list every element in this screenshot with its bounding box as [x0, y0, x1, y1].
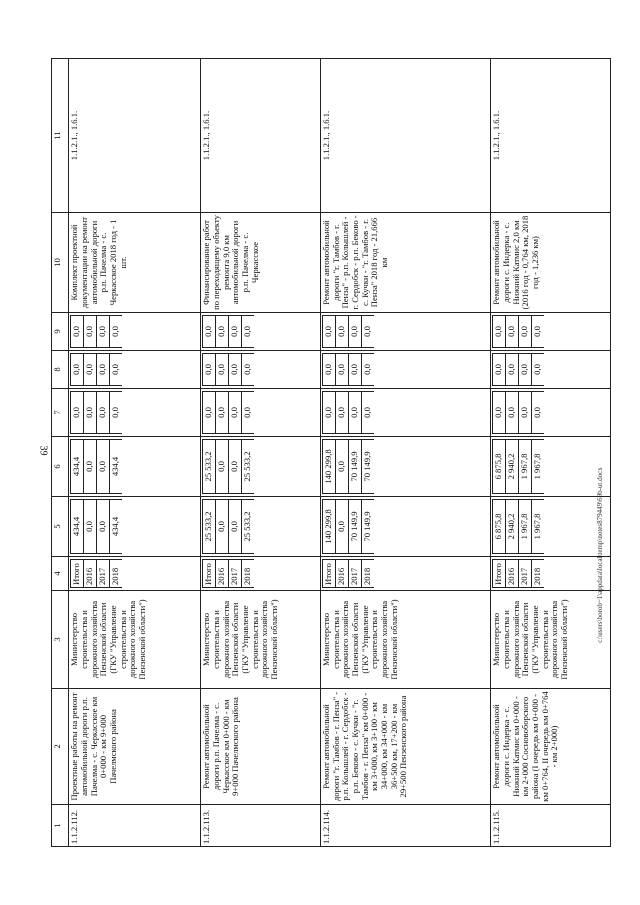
value-cell: 0,0: [84, 500, 97, 554]
header-cell: 1: [52, 805, 69, 847]
row-values-c5: [201, 497, 321, 557]
table-row: [320, 59, 490, 847]
value-cell: 25 533,2: [242, 500, 255, 554]
header-cell: 4: [52, 557, 69, 591]
row-values-c6: [491, 437, 611, 497]
row-values-c8: [69, 351, 201, 389]
row-values-c6: [69, 437, 201, 497]
values-subtable: [492, 353, 544, 386]
value-cell: 0,0: [97, 392, 110, 434]
year-label: 2018: [242, 560, 255, 588]
value-cell: 0,0: [348, 392, 361, 434]
value-cell: 0,0: [506, 316, 519, 348]
row-values-c9: [491, 313, 611, 351]
year-label: 2018: [361, 560, 374, 588]
value-cell: 0,0: [216, 392, 229, 434]
row-values-c9: [201, 313, 321, 351]
value-cell: 0,0: [71, 354, 84, 386]
table-row: [491, 59, 611, 847]
value-cell: 0,0: [348, 316, 361, 348]
value-cell: 0,0: [71, 392, 84, 434]
year-label: 2017: [348, 560, 361, 588]
header-cell: 7: [52, 389, 69, 437]
value-cell: 0,0: [110, 316, 123, 348]
value-cell: 0,0: [348, 354, 361, 386]
value-cell: 0,0: [519, 316, 532, 348]
year-label: Итого: [322, 560, 335, 588]
value-cell: 0,0: [203, 392, 216, 434]
value-cell: 0,0: [532, 354, 545, 386]
value-cell: 0,0: [84, 440, 97, 494]
value-cell: 70 149,9: [361, 500, 374, 554]
value-cell: 70 149,9: [361, 440, 374, 494]
value-cell: 0,0: [97, 440, 110, 494]
values-subtable: [70, 499, 122, 554]
values-subtable: [202, 559, 254, 588]
row-reference-cell: 1.1.2.1., 1.6.1.: [320, 59, 490, 213]
value-cell: 0,0: [97, 354, 110, 386]
footer-file-path: c:\users\borob~1\appdata\local\temp\notes879449\69b-ut.docx: [596, 467, 604, 643]
value-cell: 0,0: [242, 354, 255, 386]
value-cell: 2 940,2: [506, 500, 519, 554]
page-number: 39: [37, 445, 49, 456]
year-label: 2016: [84, 560, 97, 588]
value-cell: 0,0: [335, 354, 348, 386]
row-values-c7: [201, 389, 321, 437]
value-cell: 0,0: [361, 392, 374, 434]
value-cell: 0,0: [519, 354, 532, 386]
row-name-cell: Ремонт автомобильной дороги р.п. Пачелма - с. Черкасское км 0+000 - км 9+000 Пачелмского района: [201, 689, 321, 805]
value-cell: 434,4: [110, 440, 123, 494]
header-cell: 8: [52, 351, 69, 389]
values-subtable: [202, 353, 254, 386]
row-values-years: [201, 557, 321, 591]
row-name-cell: Ремонт автомобильной дороги с. Индерка - с. Нижний Катмис км 0+000 - км 2+000 Сосновоборского района (I очередь км 0+000 - км 0+764, II очередь км 0+764 - км 2+000): [491, 689, 611, 805]
rotated-table-container: [51, 59, 611, 847]
year-label: 2017: [97, 560, 110, 588]
year-label: 2017: [229, 560, 242, 588]
year-label: 2017: [519, 560, 532, 588]
value-cell: 1 967,8: [519, 440, 532, 494]
value-cell: 0,0: [532, 316, 545, 348]
values-subtable: [70, 353, 122, 386]
values-subtable: [70, 439, 122, 494]
value-cell: 0,0: [216, 316, 229, 348]
value-cell: 0,0: [203, 354, 216, 386]
row-id-cell: 1.1.2.113.: [201, 805, 321, 847]
header-cell: 10: [52, 213, 69, 313]
value-cell: 25 533,2: [203, 500, 216, 554]
value-cell: 0,0: [84, 392, 97, 434]
value-cell: 70 149,9: [348, 440, 361, 494]
row-values-c7: [491, 389, 611, 437]
value-cell: 0,0: [229, 440, 242, 494]
table-body: [52, 59, 611, 847]
row-values-years: [69, 557, 201, 591]
value-cell: 0,0: [335, 392, 348, 434]
value-cell: 0,0: [493, 354, 506, 386]
row-values-c9: [69, 313, 201, 351]
row-executor-cell: Министерство строительства и дорожного хозяйства Пензенской области (ГКУ "Управление строительства и дорожного хозяйства Пензенской области"): [69, 591, 201, 689]
row-id-cell: 1.1.2.114.: [320, 805, 490, 847]
row-reference-cell: 1.1.2.1., 1.6.1.: [69, 59, 201, 213]
value-cell: 0,0: [216, 440, 229, 494]
value-cell: 434,4: [110, 500, 123, 554]
value-cell: 0,0: [532, 392, 545, 434]
header-cell: 5: [52, 497, 69, 557]
value-cell: 0,0: [322, 354, 335, 386]
year-label: 2018: [110, 560, 123, 588]
year-label: 2018: [532, 560, 545, 588]
row-result-cell: Ремонт автомобильной дороги с. Индерка - с. Нижний Катмис 2,0 км (2016 год - 0,764 км, 2018 год - 1,236 км): [491, 213, 611, 313]
values-subtable: [322, 559, 374, 588]
year-label: Итого: [203, 560, 216, 588]
row-values-c5: [491, 497, 611, 557]
values-subtable: [322, 499, 374, 554]
value-cell: 0,0: [242, 392, 255, 434]
row-values-c8: [491, 351, 611, 389]
year-label: Итого: [493, 560, 506, 588]
value-cell: 0,0: [493, 392, 506, 434]
values-subtable: [322, 391, 374, 434]
row-values-c6: [320, 437, 490, 497]
row-values-c9: [320, 313, 490, 351]
value-cell: 0,0: [110, 392, 123, 434]
value-cell: 0,0: [71, 316, 84, 348]
value-cell: 0,0: [361, 316, 374, 348]
row-id-cell: 1.1.2.115.: [491, 805, 611, 847]
row-reference-cell: 1.1.2.1., 1.6.1.: [491, 59, 611, 213]
value-cell: 0,0: [97, 500, 110, 554]
value-cell: 0,0: [335, 316, 348, 348]
value-cell: 6 875,8: [493, 500, 506, 554]
value-cell: 0,0: [361, 354, 374, 386]
values-subtable: [492, 439, 544, 494]
value-cell: 0,0: [493, 316, 506, 348]
header-cell: 6: [52, 437, 69, 497]
value-cell: 140 299,8: [322, 500, 335, 554]
value-cell: 0,0: [216, 354, 229, 386]
value-cell: 0,0: [229, 500, 242, 554]
row-result-cell: Финансирование работ по переходящему объекту ремонта 9,0 км автомобильной дороги р.п. Пачелма - с. Черкасское: [201, 213, 321, 313]
row-values-years: [491, 557, 611, 591]
value-cell: 0,0: [84, 354, 97, 386]
values-subtable: [70, 559, 122, 588]
value-cell: 434,4: [71, 500, 84, 554]
row-id-cell: 1.1.2.112.: [69, 805, 201, 847]
value-cell: 6 875,8: [493, 440, 506, 494]
value-cell: 0,0: [335, 500, 348, 554]
row-values-c7: [320, 389, 490, 437]
values-subtable: [202, 499, 254, 554]
row-name-cell: Ремонт автомобильной дороги "г. Тамбов - г. Пенза" - р.п. Колышлей - г. Сердобск - р.п. Беково - с. Кучки - "г. Тамбов - г. Пенза" км 0+000 - км 3+000, км 3+100 - км 34+000, км 34+000 - км 36+500 км, 17+200 - км 29+500 Пензенского района: [320, 689, 490, 805]
value-cell: 0,0: [97, 316, 110, 348]
year-label: Итого: [71, 560, 84, 588]
value-cell: 0,0: [322, 316, 335, 348]
header-cell: 11: [52, 59, 69, 213]
header-cell: 3: [52, 591, 69, 689]
row-values-c6: [201, 437, 321, 497]
values-subtable: [322, 315, 374, 348]
row-executor-cell: Министерство строительства и дорожного хозяйства Пензенской области (ГКУ "Управление строительства и дорожного хозяйства Пензенской области"): [320, 591, 490, 689]
program-table: [51, 58, 611, 847]
value-cell: 0,0: [506, 354, 519, 386]
year-label: 2016: [216, 560, 229, 588]
value-cell: 0,0: [322, 392, 335, 434]
value-cell: 0,0: [216, 500, 229, 554]
row-values-c7: [69, 389, 201, 437]
values-subtable: [70, 315, 122, 348]
values-subtable: [322, 353, 374, 386]
value-cell: 0,0: [203, 316, 216, 348]
values-subtable: [322, 439, 374, 494]
row-values-years: [320, 557, 490, 591]
value-cell: 1 967,8: [532, 440, 545, 494]
header-row: [52, 59, 69, 847]
values-subtable: [492, 559, 544, 588]
values-subtable: [492, 391, 544, 434]
value-cell: 25 533,2: [203, 440, 216, 494]
value-cell: 0,0: [242, 316, 255, 348]
row-result-cell: Комплект проектной документации на ремонт автомобильной дороги р.п. Пачелма - с. Черкасское 2018 год - 1 шт.: [69, 213, 201, 313]
values-subtable: [492, 499, 544, 554]
header-cell: 2: [52, 689, 69, 805]
value-cell: 0,0: [110, 354, 123, 386]
value-cell: 0,0: [335, 440, 348, 494]
row-values-c8: [320, 351, 490, 389]
value-cell: 1 967,8: [532, 500, 545, 554]
table-row: [201, 59, 321, 847]
values-subtable: [202, 391, 254, 434]
row-values-c5: [320, 497, 490, 557]
value-cell: 2 940,2: [506, 440, 519, 494]
values-subtable: [202, 439, 254, 494]
value-cell: 1 967,8: [519, 500, 532, 554]
value-cell: 0,0: [84, 316, 97, 348]
row-executor-cell: Министерство строительства и дорожного хозяйства Пензенской области (ГКУ "Управление строительства и дорожного хозяйства Пензенской области"): [201, 591, 321, 689]
value-cell: 0,0: [519, 392, 532, 434]
row-name-cell: Проектные работы на ремонт автомобильной дороги р.п. Пачелма - с. Черкасское км 0+000 - км 9+000 Пачелмского района: [69, 689, 201, 805]
value-cell: 25 533,2: [242, 440, 255, 494]
header-cell: 9: [52, 313, 69, 351]
row-executor-cell: Министерство строительства и дорожного хозяйства Пензенской области (ГКУ "Управление строительства и дорожного хозяйства Пензенской области"): [491, 591, 611, 689]
value-cell: 434,4: [71, 440, 84, 494]
year-label: 2016: [506, 560, 519, 588]
values-subtable: [492, 315, 544, 348]
values-subtable: [70, 391, 122, 434]
row-values-c5: [69, 497, 201, 557]
value-cell: 0,0: [506, 392, 519, 434]
value-cell: 0,0: [229, 316, 242, 348]
year-label: 2016: [335, 560, 348, 588]
value-cell: 0,0: [229, 354, 242, 386]
row-values-c8: [201, 351, 321, 389]
values-subtable: [202, 315, 254, 348]
value-cell: 140 299,8: [322, 440, 335, 494]
value-cell: 70 149,9: [348, 500, 361, 554]
value-cell: 0,0: [229, 392, 242, 434]
row-result-cell: Ремонт автомобильной дороги "г. Тамбов - г. Пенза" - р.п. Колышлей - г. Сердобск - р.п. Беково - с. Кучки - "г. Тамбов - г. Пенза" 2018 год - 21,666 км: [320, 213, 490, 313]
row-reference-cell: 1.1.2.1., 1.6.1.: [201, 59, 321, 213]
table-row: [69, 59, 201, 847]
